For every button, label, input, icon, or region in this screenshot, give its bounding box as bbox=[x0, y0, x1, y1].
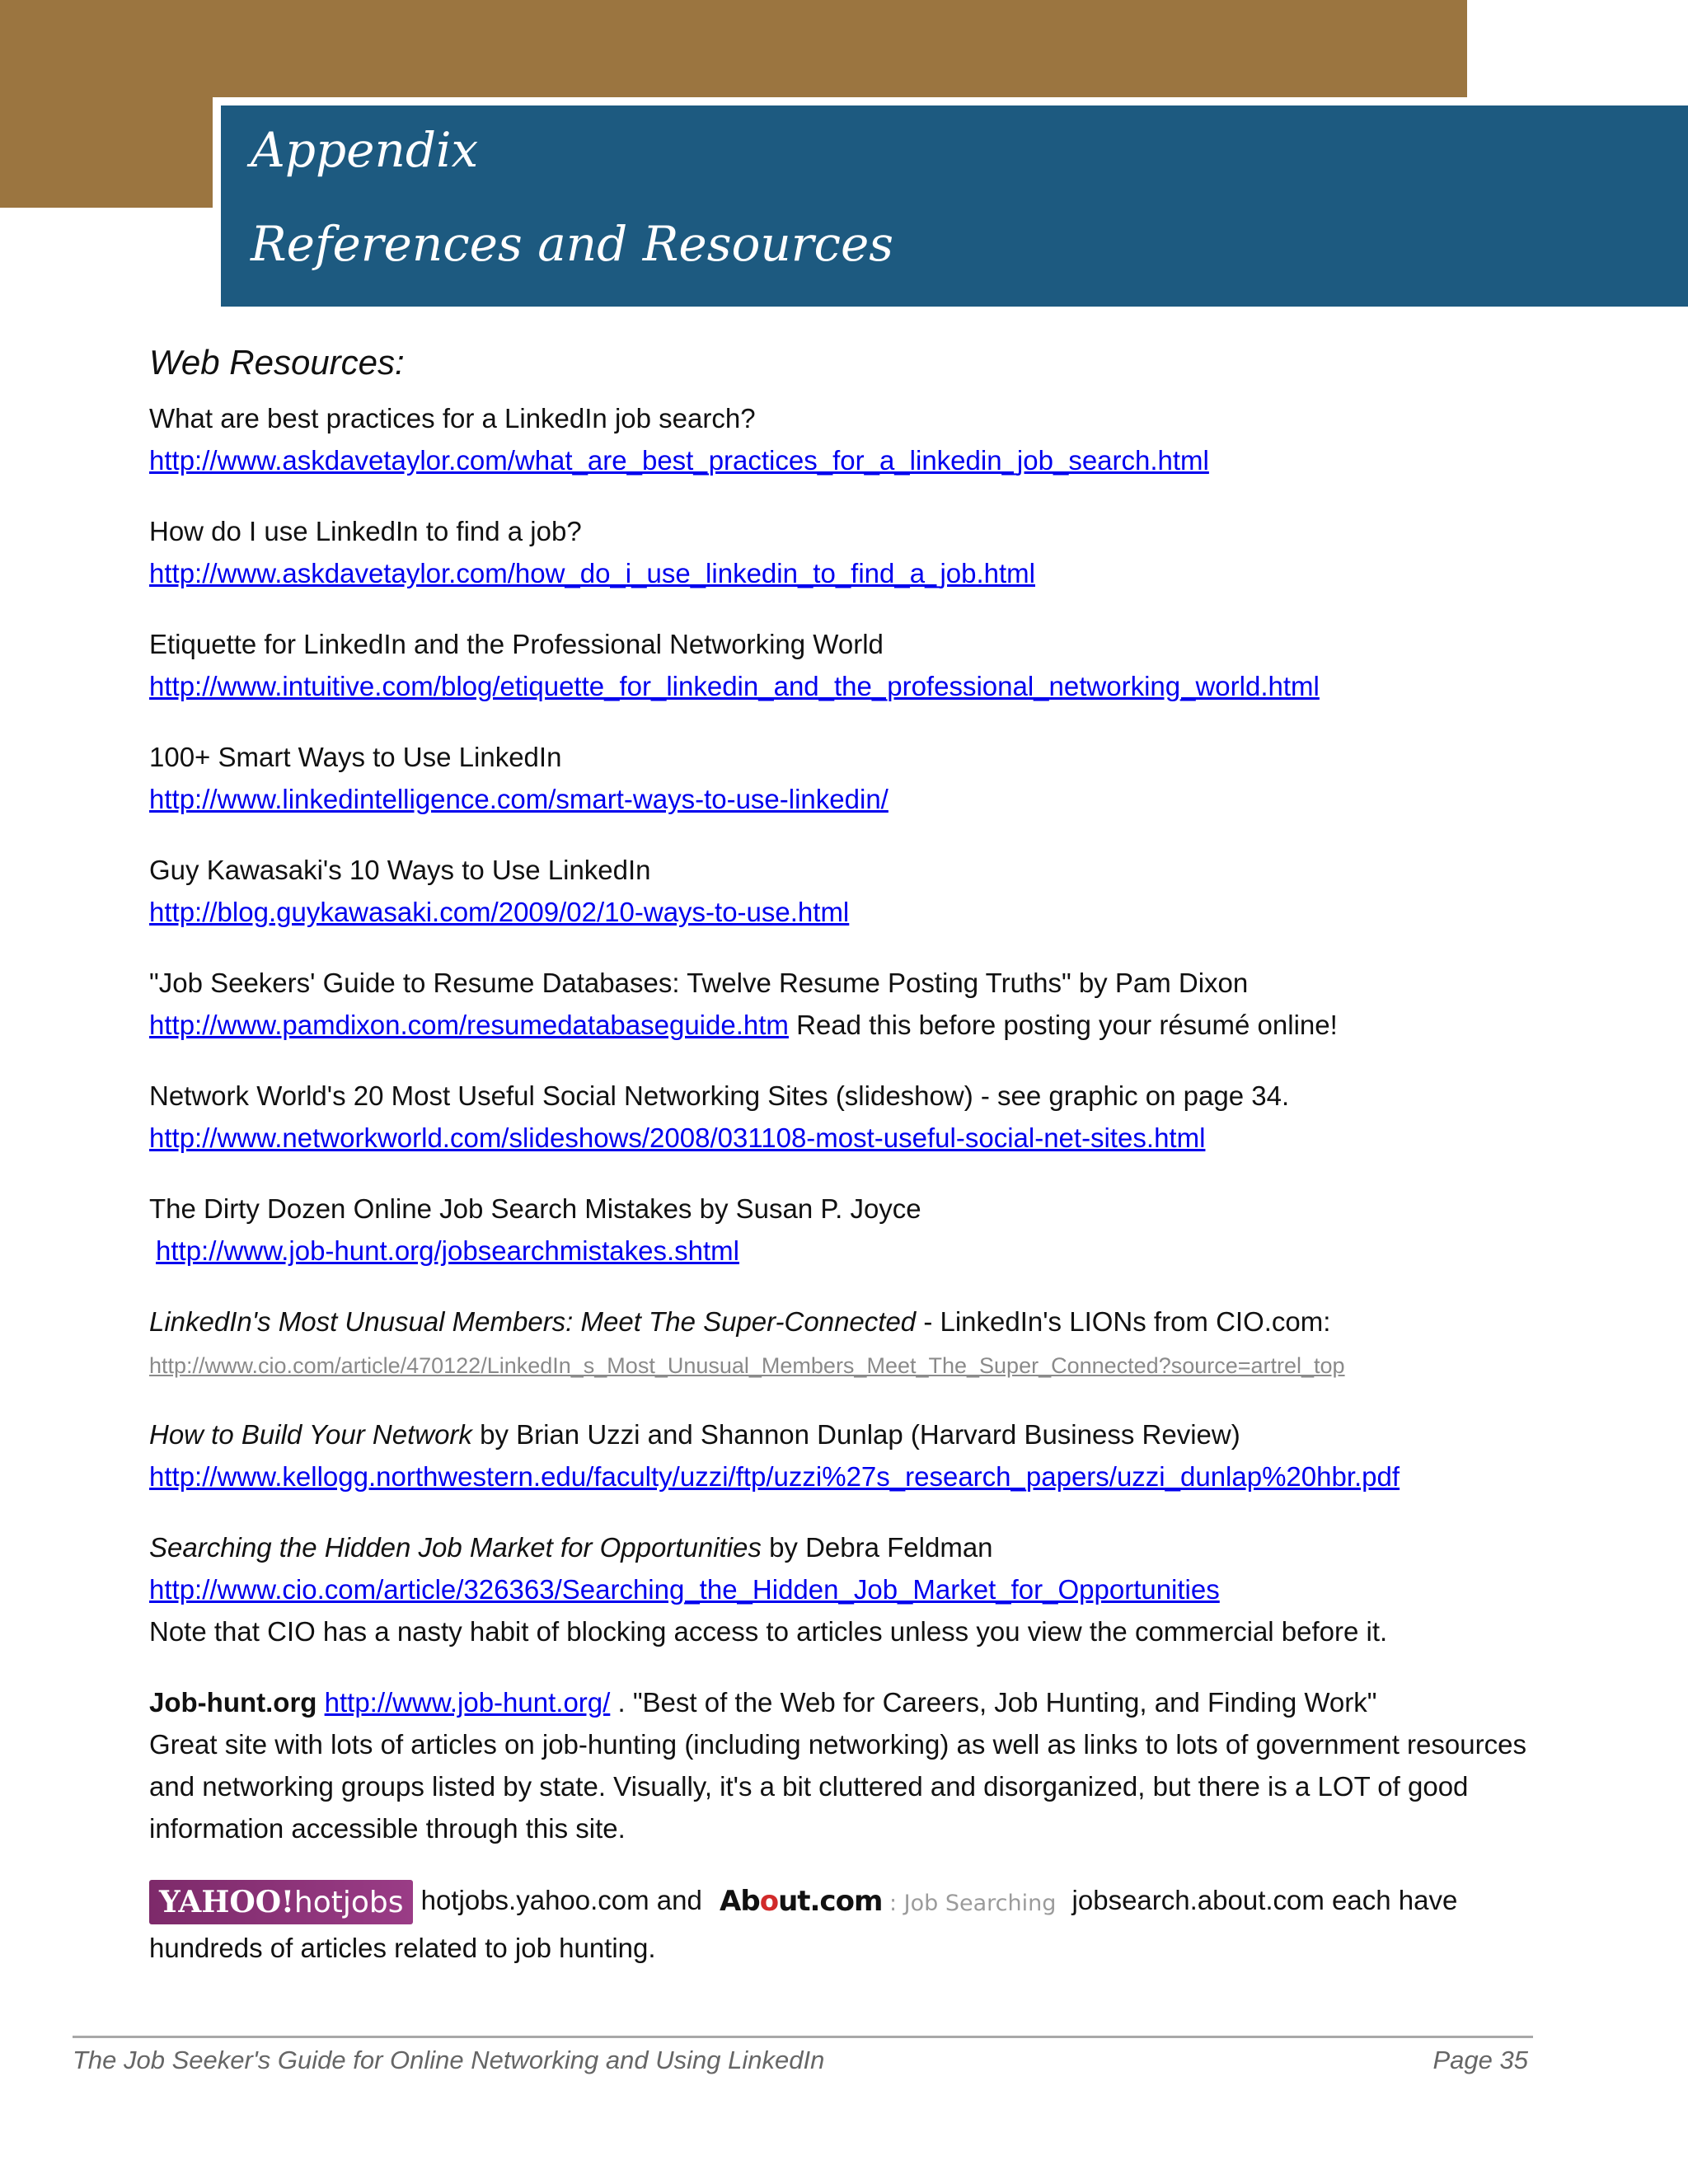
resource-title-rest: by Brian Uzzi and Shannon Dunlap (Harvard Business Review) bbox=[471, 1419, 1240, 1450]
section-title: Web Resources: bbox=[149, 343, 405, 382]
resource-title: What are best practices for a LinkedIn job search? bbox=[149, 403, 756, 434]
about-com-logo: About.com : Job Searching bbox=[720, 1884, 1057, 1918]
resource-title-italic: How to Build Your Network bbox=[149, 1419, 472, 1450]
resource-link[interactable]: http://www.cio.com/article/326363/Searching_the_Hidden_Job_Market_for_Opportunities bbox=[149, 1574, 1220, 1605]
page-title: Appendix bbox=[251, 122, 479, 178]
resource-title: Guy Kawasaki's 10 Ways to Use LinkedIn bbox=[149, 855, 651, 885]
resource-entry bbox=[149, 1075, 1550, 1159]
footer-divider bbox=[73, 2036, 1533, 2038]
resource-title: How do I use LinkedIn to find a job? bbox=[149, 516, 582, 546]
resource-note: Read this before posting your résumé online! bbox=[796, 1010, 1338, 1040]
resource-name: Job-hunt.org bbox=[149, 1687, 317, 1718]
resource-entry bbox=[149, 962, 1550, 1046]
resource-link[interactable]: http://www.cio.com/article/470122/LinkedIn_s_Most_Unusual_Members_Meet_The_Super_Connected?source=artrel_top bbox=[149, 1353, 1345, 1378]
page-subtitle: References and Resources bbox=[251, 216, 894, 272]
resource-link[interactable]: http://www.askdavetaylor.com/how_do_i_use_linkedin_to_find_a_job.html bbox=[149, 558, 1035, 588]
resource-title-italic: LinkedIn's Most Unusual Members: Meet The Super-Connected bbox=[149, 1306, 917, 1337]
resource-title-italic: Searching the Hidden Job Market for Opportunities bbox=[149, 1532, 762, 1563]
resource-entry bbox=[149, 397, 1550, 481]
footer-title: The Job Seeker's Guide for Online Networking and Using LinkedIn bbox=[73, 2046, 825, 2074]
resource-entry-cio bbox=[149, 1301, 1550, 1385]
header-gold-band bbox=[0, 0, 1467, 101]
resource-link[interactable]: http://www.job-hunt.org/ bbox=[324, 1687, 611, 1718]
resource-entry bbox=[149, 1188, 1550, 1272]
resource-entry bbox=[149, 849, 1550, 933]
resource-entry-jobhunt bbox=[149, 1681, 1550, 1849]
resource-title-rest: by Debra Feldman bbox=[761, 1532, 993, 1563]
resource-title: "Job Seekers' Guide to Resume Databases: Twelve Resume Posting Truths" by Pam Dixon bbox=[149, 968, 1249, 998]
resource-note: Note that CIO has a nasty habit of blocking access to articles unless you view the commercial before it. bbox=[149, 1616, 1388, 1647]
resource-link[interactable]: http://www.pamdixon.com/resumedatabaseguide.htm bbox=[149, 1010, 789, 1040]
resource-entry-uzzi bbox=[149, 1413, 1550, 1497]
resource-title-rest: - LinkedIn's LIONs from CIO.com: bbox=[916, 1306, 1331, 1337]
resource-title: 100+ Smart Ways to Use LinkedIn bbox=[149, 742, 562, 772]
resource-entry bbox=[149, 623, 1550, 707]
resource-link[interactable]: http://blog.guykawasaki.com/2009/02/10-ways-to-use.html bbox=[149, 897, 850, 927]
resource-description: Great site with lots of articles on job-hunting (including networking) as well as links to lots of government resources and networking groups listed by state. Visually, it's a bit cluttered and disorganized, but there is a LOT of good information accessible through this site. bbox=[149, 1729, 1526, 1844]
resource-entry bbox=[149, 510, 1550, 594]
resource-link[interactable]: http://www.job-hunt.org/jobsearchmistakes.shtml bbox=[156, 1235, 739, 1266]
yahoo-hotjobs-logo: YAHOO!hotjobs bbox=[149, 1880, 413, 1924]
header-gold-side bbox=[0, 0, 216, 208]
logos-entry bbox=[149, 1878, 1550, 1971]
resource-link[interactable]: http://www.intuitive.com/blog/etiquette_for_linkedin_and_the_professional_networking_world.html bbox=[149, 671, 1320, 701]
resource-link[interactable]: http://www.linkedintelligence.com/smart-ways-to-use-linkedin/ bbox=[149, 784, 889, 814]
resource-title: The Dirty Dozen Online Job Search Mistakes by Susan P. Joyce bbox=[149, 1193, 921, 1224]
resource-link[interactable]: http://www.askdavetaylor.com/what_are_best_practices_for_a_linkedin_job_search.html bbox=[149, 445, 1209, 476]
resource-entry bbox=[149, 736, 1550, 820]
resource-title: Etiquette for LinkedIn and the Professional Networking World bbox=[149, 629, 884, 659]
resource-link[interactable]: http://www.networkworld.com/slideshows/2008/031108-most-useful-social-net-sites.html bbox=[149, 1122, 1206, 1153]
resource-link[interactable]: http://www.kellogg.northwestern.edu/faculty/uzzi/ftp/uzzi%27s_research_papers/uzzi_dunlap%20hbr.pdf bbox=[149, 1461, 1400, 1492]
page-number: Page 35 bbox=[1432, 2046, 1528, 2074]
logos-text-2: jobsearch.about.com each have hundreds of articles related to job hunting. bbox=[149, 1885, 1458, 1963]
resource-title: Network World's 20 Most Useful Social Networking Sites (slideshow) - see graphic on page 34. bbox=[149, 1080, 1290, 1111]
main-content bbox=[149, 340, 1550, 1971]
logos-text-1: hotjobs.yahoo.com and bbox=[413, 1885, 710, 1915]
resource-entry-feldman bbox=[149, 1526, 1550, 1652]
resource-tagline: . "Best of the Web for Careers, Job Hunting, and Finding Work" bbox=[610, 1687, 1377, 1718]
